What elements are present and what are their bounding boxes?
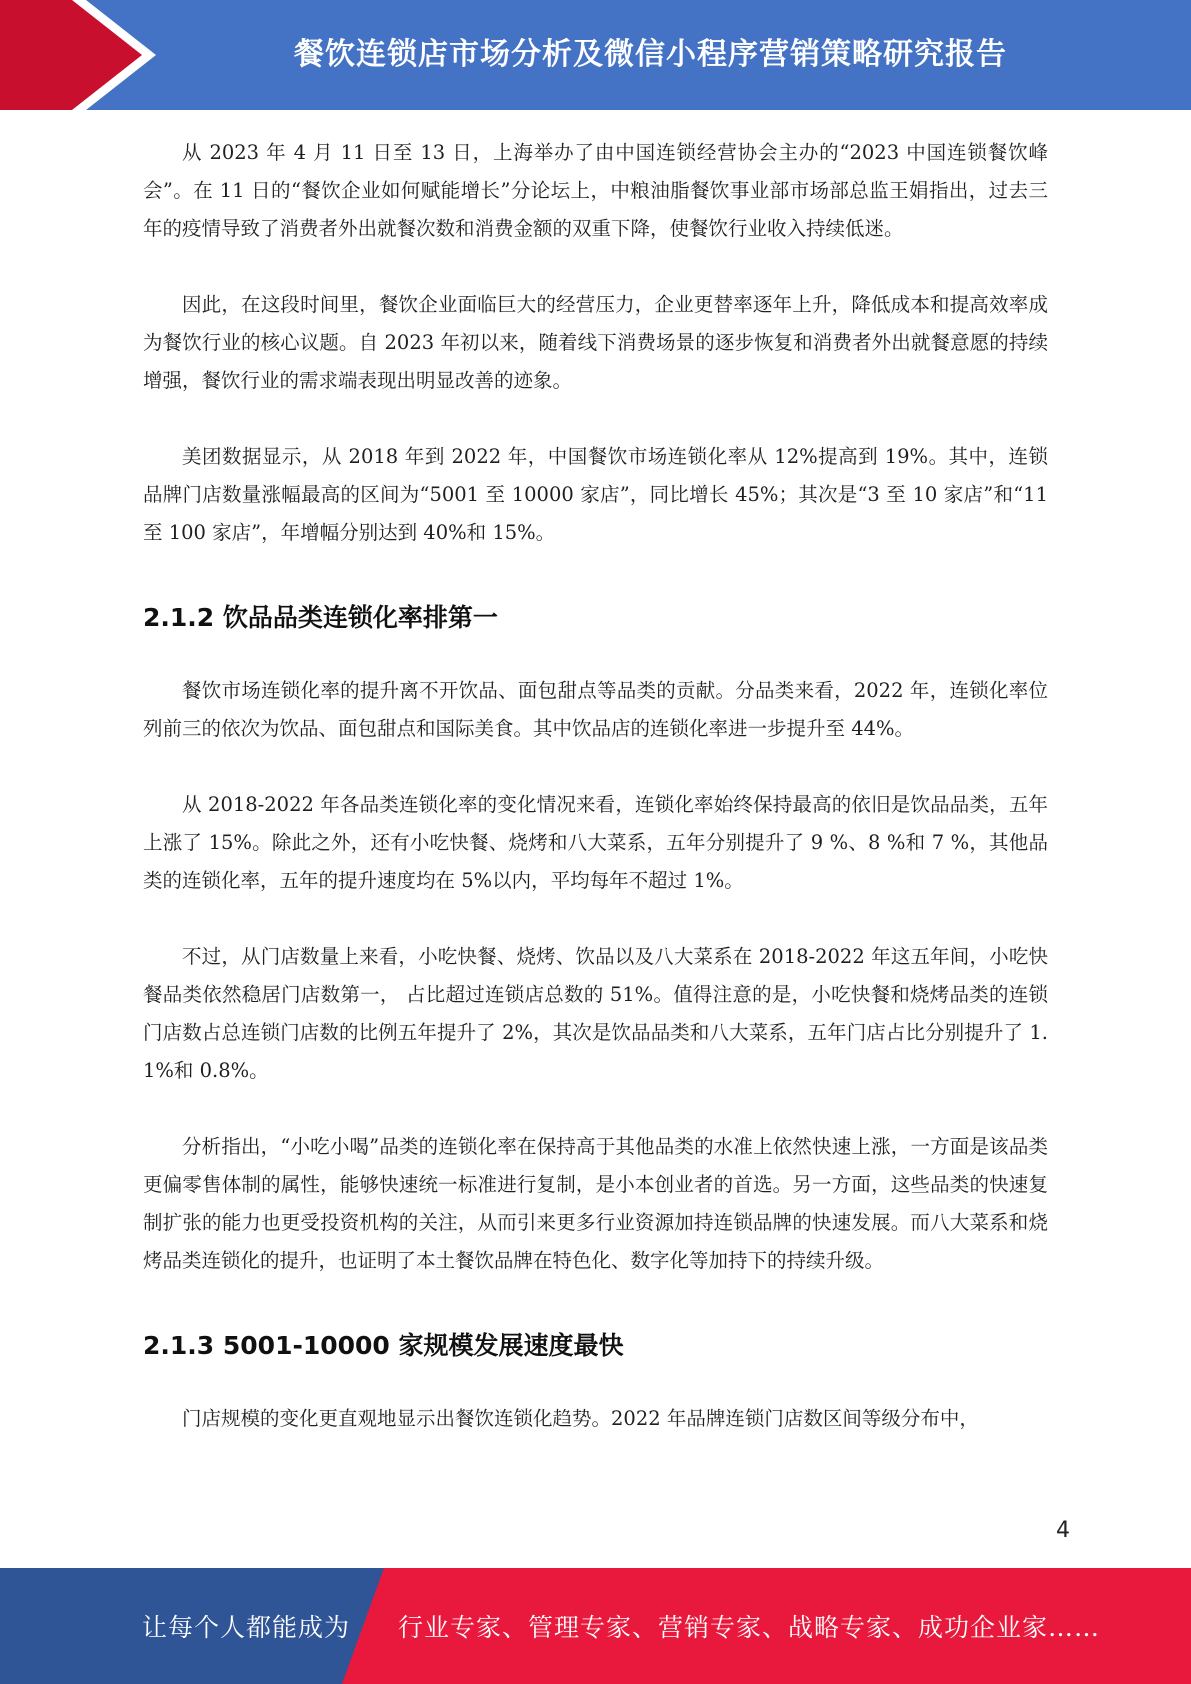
document-body: [143, 134, 1048, 1476]
report-title: 餐饮连锁店市场分析及微信小程序营销策略研究报告: [294, 37, 1007, 72]
page-number: 4: [1056, 1518, 1070, 1543]
paragraph-store-scale: 门店规模的变化更直观地显示出餐饮连锁化趋势。2022 年品牌连锁门店数区间等级分布中，: [182, 1407, 979, 1430]
paragraph-category-contribution: 餐饮市场连锁化率的提升离不开饮品、面包甜点等品类的贡献。分品类来看，2022 年，连锁化率位列前三的依次为饮品、面包甜点和国际美食。其中饮品店的连锁化率进一步提升至 44%。: [143, 679, 1048, 740]
page-footer: [0, 1568, 1191, 1684]
paragraph-summit-intro: 从 2023 年 4 月 11 日至 13 日，上海举办了由中国连锁经营协会主办的“2023 中国连锁餐饮峰会”。在 11 日的“餐饮企业如何赋能增长”分论坛上，中粮油脂餐饮事业部市场部总监王娟指出，过去三年的疫情导致了消费者外出就餐次数和消费金额的双重下降，使餐饮行业收入持续低迷。: [143, 141, 1048, 240]
footer-slogan-right: 行业专家、管理专家、营销专家、战略专家、成功企业家……: [398, 1613, 1101, 1642]
section-heading-2-1-2: 2.1.2 饮品品类连锁化率排第一: [143, 603, 498, 632]
paragraph-category-trend: 从 2018-2022 年各品类连锁化率的变化情况来看，连锁化率始终保持最高的依旧是饮品品类，五年上涨了 15%。除此之外，还有小吃快餐、烧烤和八大菜系，五年分别提升了 9 %、8 %和 7 %，其他品类的连锁化率，五年的提升速度均在 5%以内，平均每年不超过 1%。: [143, 793, 1048, 892]
paragraph-analysis: 分析指出，“小吃小喝”品类的连锁化率在保持高于其他品类的水准上依然快速上涨，一方面是该品类更偏零售体制的属性，能够快速统一标准进行复制，是小本创业者的首选。另一方面，这些品类的快速复制扩张的能力也更受投资机构的关注，从而引来更多行业资源加持连锁品牌的快速发展。而八大菜系和烧烤品类连锁化的提升，也证明了本土餐饮品牌在特色化、数字化等加持下的持续升级。: [143, 1135, 1048, 1272]
paragraph-meituan-data: 美团数据显示，从 2018 年到 2022 年，中国餐饮市场连锁化率从 12%提高到 19%。其中，连锁品牌门店数量涨幅最高的区间为“5001 至 10000 家店”，同比增长 45%；其次是“3 至 10 家店”和“11 至 100 家店”，年增幅分别达到 40%和 15%。: [143, 445, 1048, 544]
page-header: [0, 0, 1191, 110]
paragraph-store-count: 不过，从门店数量上来看，小吃快餐、烧烤、饮品以及八大菜系在 2018-2022 年这五年间，小吃快餐品类依然稳居门店数第一， 占比超过连锁店总数的 51%。值得注意的是，小吃快餐和烧烤品类的连锁门店数占总连锁门店数的比例五年提升了 2%，其次是饮品品类和八大菜系，五年门店占比分别提升了 1.1%和 0.8%。: [143, 945, 1048, 1082]
footer-slogan-left: 让每个人都能成为: [142, 1613, 351, 1642]
paragraph-industry-pressure: 因此，在这段时间里，餐饮企业面临巨大的经营压力，企业更替率逐年上升，降低成本和提高效率成为餐饮行业的核心议题。自 2023 年初以来，随着线下消费场景的逐步恢复和消费者外出就餐意愿的持续增强，餐饮行业的需求端表现出明显改善的迹象。: [143, 293, 1048, 392]
header-red-arrow-decoration: [0, 0, 150, 110]
section-heading-2-1-3: 2.1.3 5001-10000 家规模发展速度最快: [143, 1331, 624, 1360]
